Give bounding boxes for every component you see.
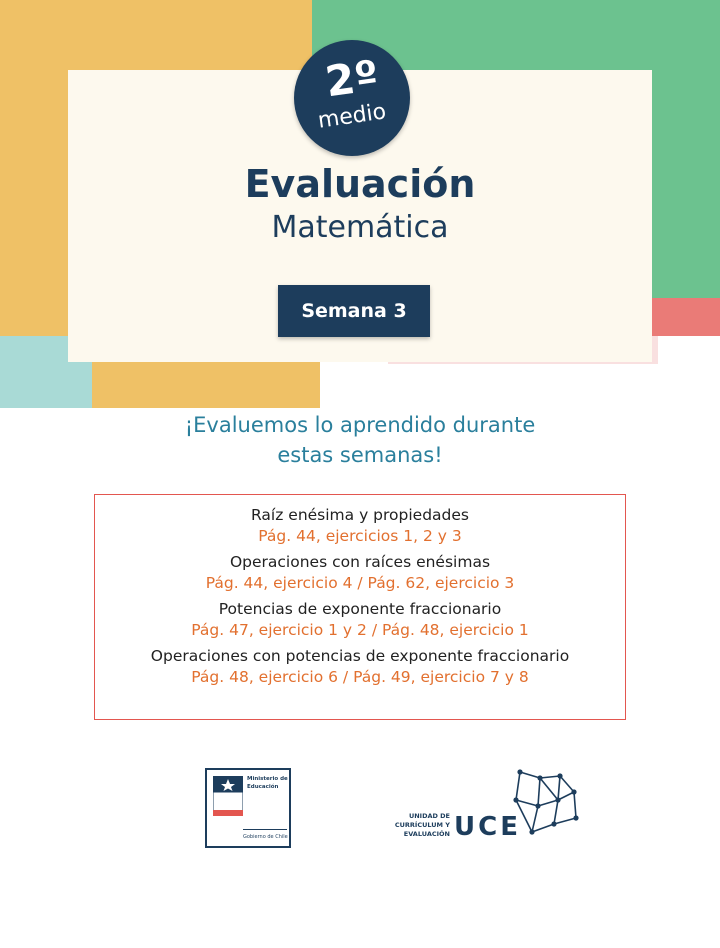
uce-logo (388, 766, 588, 846)
section-heading (0, 410, 720, 470)
topics-box (94, 494, 626, 720)
mineduc-divider (243, 829, 287, 830)
topic-name: Operaciones con potencias de exponente fraccionario (150, 647, 570, 665)
network-icon (510, 766, 582, 842)
page-subtitle: Matemática (271, 210, 449, 245)
mineduc-logo (205, 768, 291, 848)
topic-item (95, 599, 625, 641)
topic-item (95, 646, 625, 688)
page-title: Evaluación (244, 162, 476, 206)
uce-text-line-1: UNIDAD DE (408, 812, 450, 820)
week-badge: Semana 3 (278, 285, 430, 337)
grade-label: medio (316, 99, 388, 134)
mineduc-government-text: Gobierno de Chile (243, 834, 288, 840)
mineduc-name-line-2: Educación (247, 784, 279, 790)
topic-name: Raíz enésima y propiedades (250, 506, 470, 524)
grade-number: 2º (322, 50, 382, 107)
topic-reference: Pág. 47, ejercicio 1 y 2 / Pág. 48, ejercicio 1 (191, 621, 529, 639)
topic-name: Operaciones con raíces enésimas (229, 553, 491, 571)
topic-item (95, 552, 625, 594)
uce-text-line-2: CURRÍCULUM Y (394, 821, 450, 829)
topic-reference: Pág. 48, ejercicio 6 / Pág. 49, ejercicio 7 y 8 (191, 668, 529, 686)
mineduc-name-line-1: Ministerio de (247, 776, 288, 782)
topic-reference: Pág. 44, ejercicios 1, 2 y 3 (258, 527, 462, 545)
background-coral-block (650, 298, 720, 336)
topic-name: Potencias de exponente fraccionario (218, 600, 502, 618)
uce-wordmark: UCE (454, 812, 521, 842)
uce-text-line-3: EVALUACIÓN (403, 830, 450, 838)
topic-reference: Pág. 44, ejercicio 4 / Pág. 62, ejercicio 3 (205, 574, 515, 592)
heading-line-1: ¡Evaluemos lo aprendido durante (184, 413, 536, 437)
heading-line-2: estas semanas! (277, 443, 443, 467)
grade-badge (294, 40, 410, 156)
mineduc-shield-icon (213, 776, 243, 816)
topic-item (95, 505, 625, 547)
